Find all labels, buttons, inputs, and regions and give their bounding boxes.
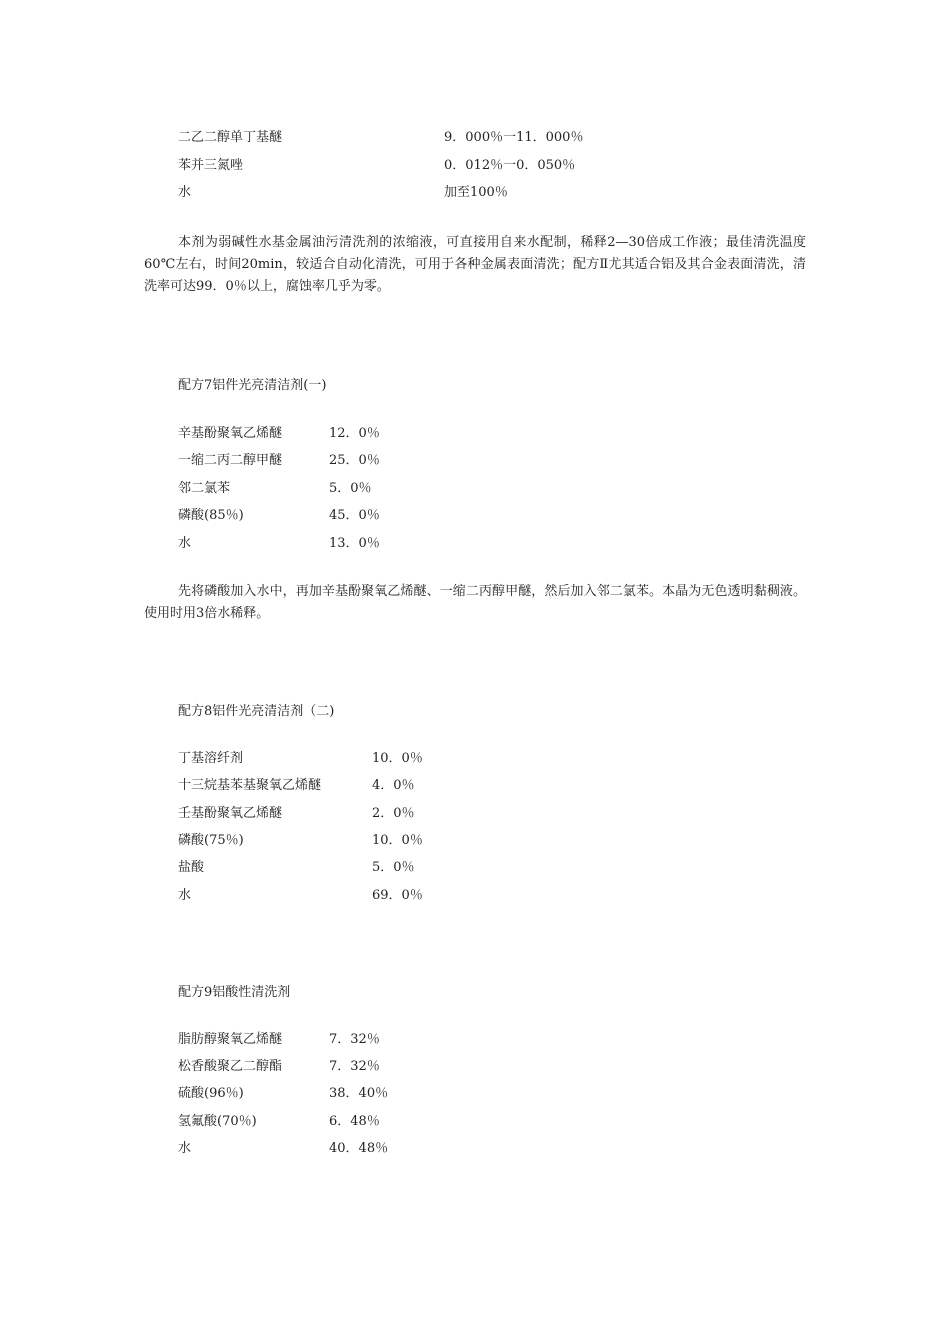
ingredient-amount: 10．0％ — [372, 833, 423, 848]
ingredient-amount: 12．0％ — [329, 426, 380, 441]
ingredient-name: 辛基酚聚氧乙烯醚 — [178, 426, 283, 441]
ingredient-name: 水 — [178, 536, 192, 551]
ingredient-name: 松香酸聚乙二醇酯 — [178, 1059, 283, 1074]
ingredient-amount: 45．0％ — [329, 508, 380, 523]
ingredient-name: 十三烷基苯基聚氧乙烯醚 — [178, 778, 322, 793]
description-paragraph: 本剂为弱碱性水基金属油污清洗剂的浓缩液，可直接用自来水配制，稀释2—30倍成工作液；最佳清洗温度60℃左右，时间20min，较适合自动化清洗，可用于各种金属表面清洗；配方Ⅱ尤其适合铝及其合金表面清洗，清洗率可达99．0％以上，腐蚀率几乎为零。 — [144, 235, 806, 294]
ingredient-name: 氢氟酸(70％) — [178, 1114, 257, 1129]
ingredient-name: 一缩二丙二醇甲醚 — [178, 453, 283, 468]
ingredient-amount: 4．0％ — [372, 778, 415, 793]
ingredient-name: 脂肪醇聚氧乙烯醚 — [178, 1032, 283, 1047]
formula-7-title: 配方7铝件光亮清洁剂(一) — [178, 378, 327, 393]
ingredient-amount: 10．0％ — [372, 751, 423, 766]
ingredient-name: 水 — [178, 1141, 192, 1156]
ingredient-name: 磷酸(85％) — [178, 508, 244, 523]
formula-8-title: 配方8铝件光亮清洁剂（二) — [178, 704, 335, 719]
ingredient-name: 苯并三氮唑 — [178, 158, 244, 173]
ingredient-amount: 13．0％ — [329, 536, 380, 551]
ingredient-amount: 69．0％ — [372, 888, 423, 903]
ingredient-name: 水 — [178, 888, 192, 903]
ingredient-name: 壬基酚聚氧乙烯醚 — [178, 806, 283, 821]
ingredient-name: 硫酸(96％) — [178, 1086, 244, 1101]
ingredient-name: 磷酸(75％) — [178, 833, 244, 848]
ingredient-amount: 2．0％ — [372, 806, 415, 821]
ingredient-amount: 9．000％一11．000％ — [444, 130, 584, 145]
ingredient-amount: 5．0％ — [329, 481, 372, 496]
ingredient-name: 邻二氯苯 — [178, 481, 231, 496]
ingredient-amount: 25．0％ — [329, 453, 380, 468]
ingredient-amount: 38．40％ — [329, 1086, 389, 1101]
ingredient-amount: 6．48％ — [329, 1114, 380, 1129]
instructions-paragraph: 先将磷酸加入水中，再加辛基酚聚氧乙烯醚、一缩二丙醇甲醚，然后加入邻二氯苯。本晶为无色透明黏稠液。使用时用3倍水稀释。 — [144, 584, 806, 621]
ingredient-name: 丁基溶纤剂 — [178, 751, 244, 766]
ingredient-amount: 5．0％ — [372, 860, 415, 875]
ingredient-amount: 加至100％ — [444, 185, 508, 200]
formula-9-title: 配方9铝酸性清洗剂 — [178, 985, 291, 1000]
ingredient-name: 盐酸 — [178, 860, 205, 875]
ingredient-amount: 7．32％ — [329, 1032, 380, 1047]
ingredient-amount: 7．32％ — [329, 1059, 380, 1074]
ingredient-amount: 0．012％一0．050％ — [444, 158, 576, 173]
ingredient-amount: 40．48％ — [329, 1141, 389, 1156]
ingredient-name: 二乙二醇单丁基醚 — [178, 130, 283, 145]
ingredient-name: 水 — [178, 185, 192, 200]
